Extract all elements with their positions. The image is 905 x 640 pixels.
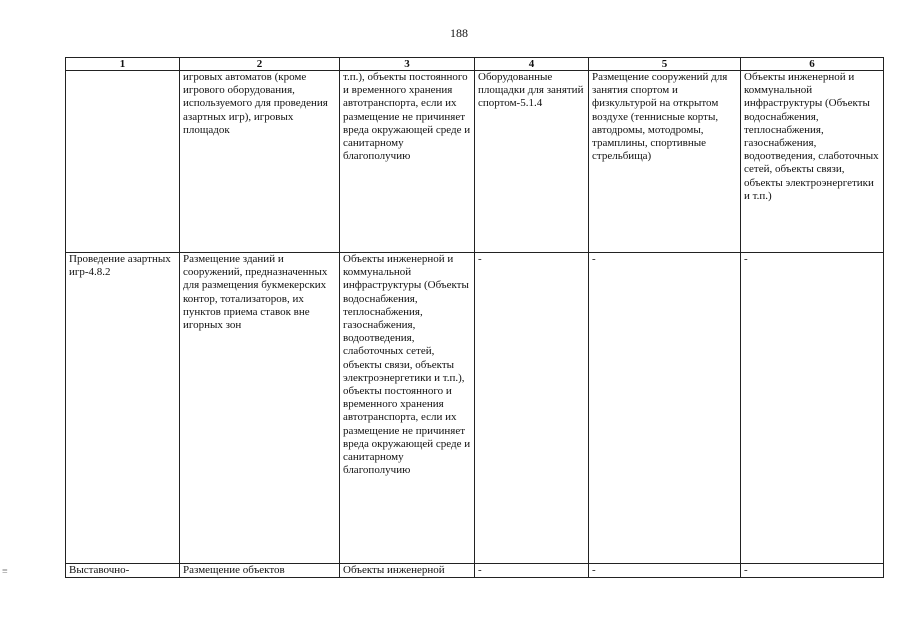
table-cell: -: [741, 253, 884, 564]
table-row: [66, 71, 884, 253]
table-cell: -: [589, 564, 741, 578]
margin-mark: ≡: [2, 566, 8, 577]
table-cell: Выставочно-: [66, 564, 180, 578]
table-cell: [66, 71, 180, 253]
column-header: 6: [741, 58, 884, 71]
table-cell: -: [475, 564, 589, 578]
column-header: 5: [589, 58, 741, 71]
table-header-row: [66, 58, 884, 71]
table-row: [66, 564, 884, 578]
table-cell: игровых автоматов (кроме игрового оборудования, используемого для проведения азартных игр), игровых площадок: [180, 71, 340, 253]
table-cell: Проведение азартных игр-4.8.2: [66, 253, 180, 564]
table-cell: -: [589, 253, 741, 564]
column-header: 3: [340, 58, 475, 71]
column-header: 2: [180, 58, 340, 71]
table-cell: Объекты инженерной и коммунальной инфраструктуры (Объекты водоснабжения, теплоснабжения, газоснабжения, водоотведения, слаботочных сетей, объекты связи, объекты электроэнергетики и т.п.), объекты постоянного и временного хранения автотранспорта, если их размещение не причиняет вреда окружающей среде и санитарному благополучию: [340, 253, 475, 564]
page-number: 188: [450, 26, 468, 40]
table-cell: т.п.), объекты постоянного и временного хранения автотранспорта, если их размещение не причиняет вреда окружающей среде и санитарному благополучию: [340, 71, 475, 253]
table-cell: Размещение объектов: [180, 564, 340, 578]
land-use-table: [65, 57, 884, 578]
table-cell: -: [475, 253, 589, 564]
table-cell: Размещение сооружений для занятия спортом и физкультурой на открытом воздухе (теннисные корты, автодромы, мотодромы, трамплины, спортивные стрельбища): [589, 71, 741, 253]
table-cell: Оборудованные площадки для занятий спортом-5.1.4: [475, 71, 589, 253]
table-row: [66, 253, 884, 564]
table-cell: Размещение зданий и сооружений, предназначенных для размещения букмекерских контор, тотализаторов, их пунктов приема ставок вне игорных зон: [180, 253, 340, 564]
table-cell: Объекты инженерной и коммунальной инфраструктуры (Объекты водоснабжения, теплоснабжения, газоснабжения, водоотведения, слаботочных сетей, объекты связи, объекты электроэнергетики и т.п.): [741, 71, 884, 253]
column-header: 1: [66, 58, 180, 71]
table-cell: Объекты инженерной: [340, 564, 475, 578]
column-header: 4: [475, 58, 589, 71]
table-cell: -: [741, 564, 884, 578]
